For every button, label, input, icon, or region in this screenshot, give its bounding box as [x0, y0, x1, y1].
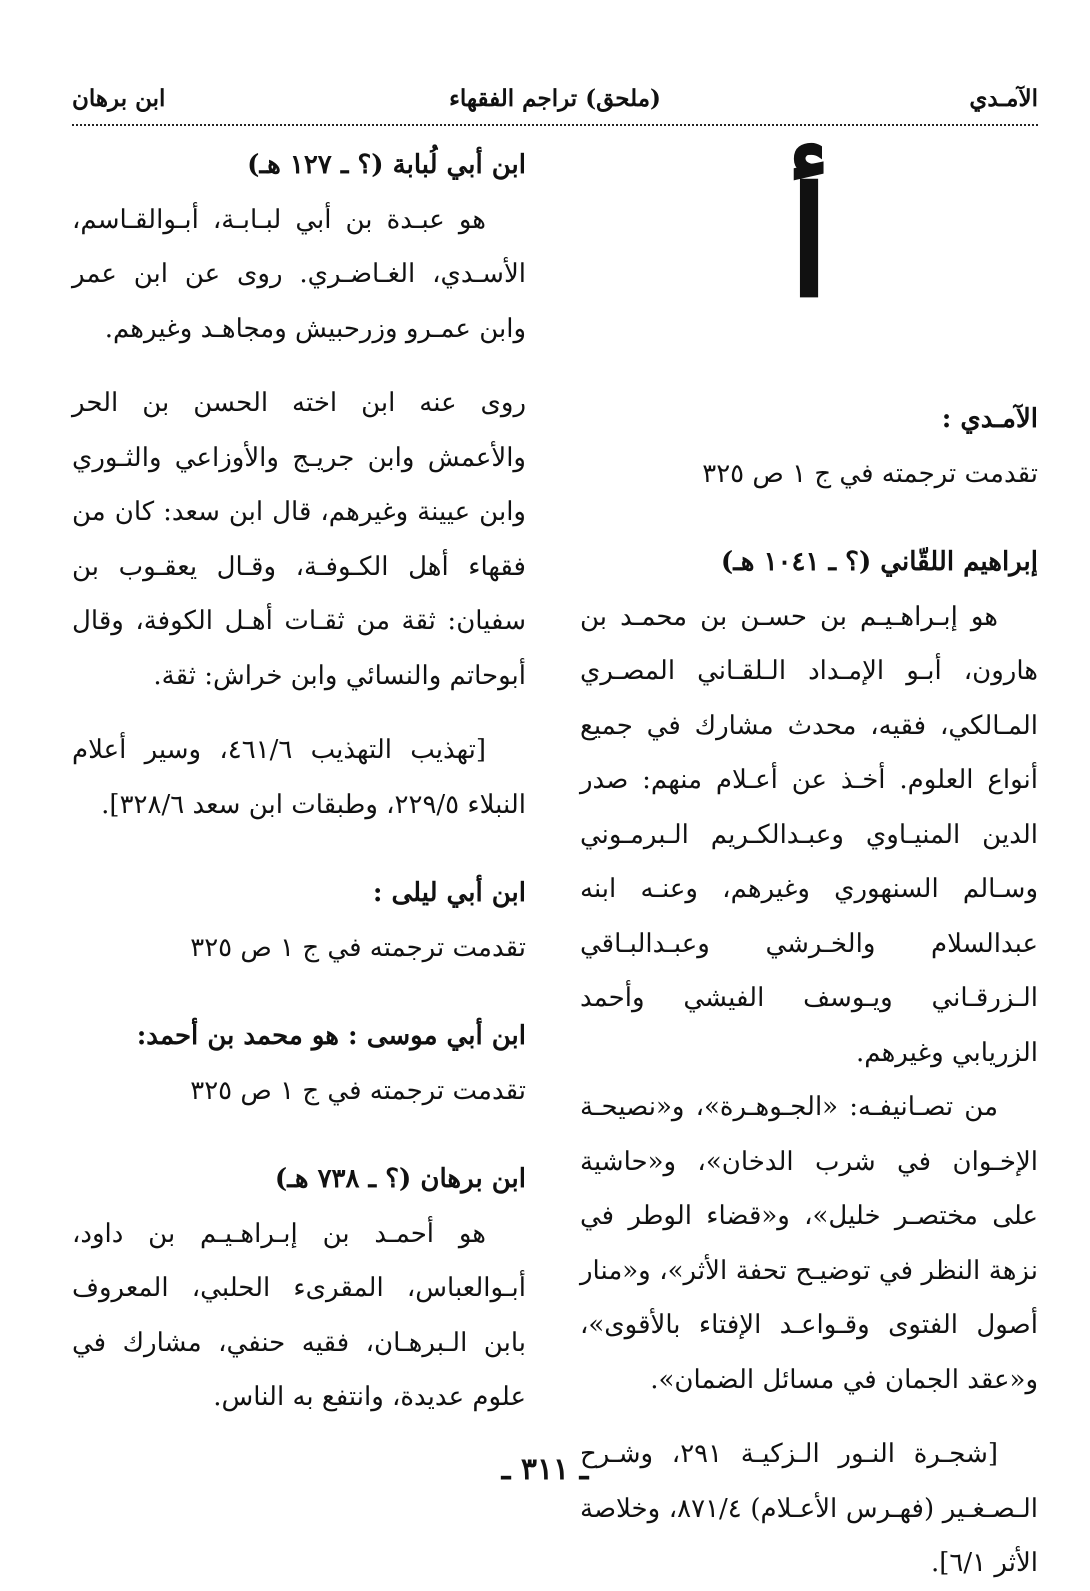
running-head: [72, 78, 1038, 118]
entry-title-abi-layla: ابن أبي ليلى :: [372, 878, 526, 908]
section-letter: أ: [788, 155, 830, 331]
entry-ref-abi-musa: تقدمت ترجمته في ج ١ ص ٣٢٥: [190, 1075, 526, 1106]
entry-works-laqqani: من تصـانيفـه: «الجـوهـرة»، و«نصيحـة الإخـوان في شرب الدخان»، و«حاشية على مختصـر خليل»، و«قضاء الوطر في نزهة النظر في توضيـح تحفة الأثر»، و«منار أصول الفتوى وقـواعـد الإفتاء بالأقوى»، و«عقد الجمان في مسائل الضمان».: [580, 1092, 1038, 1395]
entry-ref-abi-layla: تقدمت ترجمته في ج ١ ص ٣٢٥: [190, 932, 526, 963]
entry-title-abi-lubaba: ابن أبي لُبابة (؟ ـ ١٢٧ هـ): [247, 150, 526, 180]
left-column: [72, 138, 526, 1425]
entry-sources-laqqani: [شجـرة النـور الـزكيـة ٢٩١، وشـرح الـصـغـير (فهـرس الأعـلام) ٨٧١/٤، وخلاصة الأثر ٦/١].: [580, 1439, 1038, 1578]
entry-sources-abi-lubaba: [تهذيب التهذيب ٤٦١/٦، وسير أعلام النبلاء ٢٢٩/٥، وطبقات ابن سعد ٣٢٨/٦].: [72, 735, 526, 820]
entry-title-burhan: ابن برهان (؟ ـ ٧٣٨ هـ): [274, 1164, 526, 1194]
running-head-left: ابن برهان: [72, 84, 166, 112]
entry-bio-laqqani: هو إبـراهـيـم بن حسـن بن محمـد بن هارون، أبـو الإمـداد الـلقـاني المصـري المـالكي، فقيه، محدث مشارك في جميع أنواع العلوم. أخـذ عن أعـلام منهم: صدر الدين المنيـاوي وعبـدالكـريم الـبرمـوني وسـالم السنهوري وغيرهم، وعنـه ابنه عبدالسلام والخـرشي وعبـدالبـاقي الـزرقـاني ويـوسف الفيشي وأحمد الزريابي وغيرهم.: [580, 601, 1038, 1068]
entry-bio-abi-lubaba: هو عبـدة بن أبي لبـابـة، أبـوالقـاسم، الأسـدي، الغـاضـري. روى عن ابن عمر وابن عمـرو وزرحبيش ومجاهـد وغيرهم.: [72, 204, 526, 344]
entry-title-abi-musa: ابن أبي موسى : هو محمد بن أحمد:: [136, 1021, 526, 1051]
entry-narrators-abi-lubaba: روى عنه ابن اخته الحسن بن الحر والأعمش وابن جريـج والأوزاعي والثـوري وابن عيينة وغيرهم، قال ابن سعد: كان من فقهاء أهل الكـوفـة، وقـال يعقـوب بن سفيان: ثقة من ثقـات أهـل الكوفة، وقال أبوحاتم والنسائي وابن خراش: ثقة.: [72, 388, 526, 691]
page-number: ـ ٣١١ ـ: [501, 1452, 589, 1487]
entry-title-laqqani: إبراهيم اللقّاني (؟ ـ ١٠٤١ هـ): [720, 547, 1038, 577]
entry-title-amidi: الآمـدي :: [941, 404, 1038, 434]
running-head-right: الآمـدي: [969, 84, 1038, 112]
entry-bio-burhan: هو أحمـد بن إبـراهـيـم بن داود، أبـوالعباس، المقرىء الحلبي، المعروف بابن الـبرهـان، فقيه حنفي، مشارك في علوم عديدة، وانتفع به الناس.: [72, 1218, 526, 1412]
header-dotted-rule: [72, 124, 1038, 126]
right-column: [580, 138, 1038, 1591]
entry-ref-amidi: تقدمت ترجمته في ج ١ ص ٣٢٥: [702, 458, 1038, 489]
running-head-center: (ملحق) تراجم الفقهاء: [449, 84, 661, 112]
